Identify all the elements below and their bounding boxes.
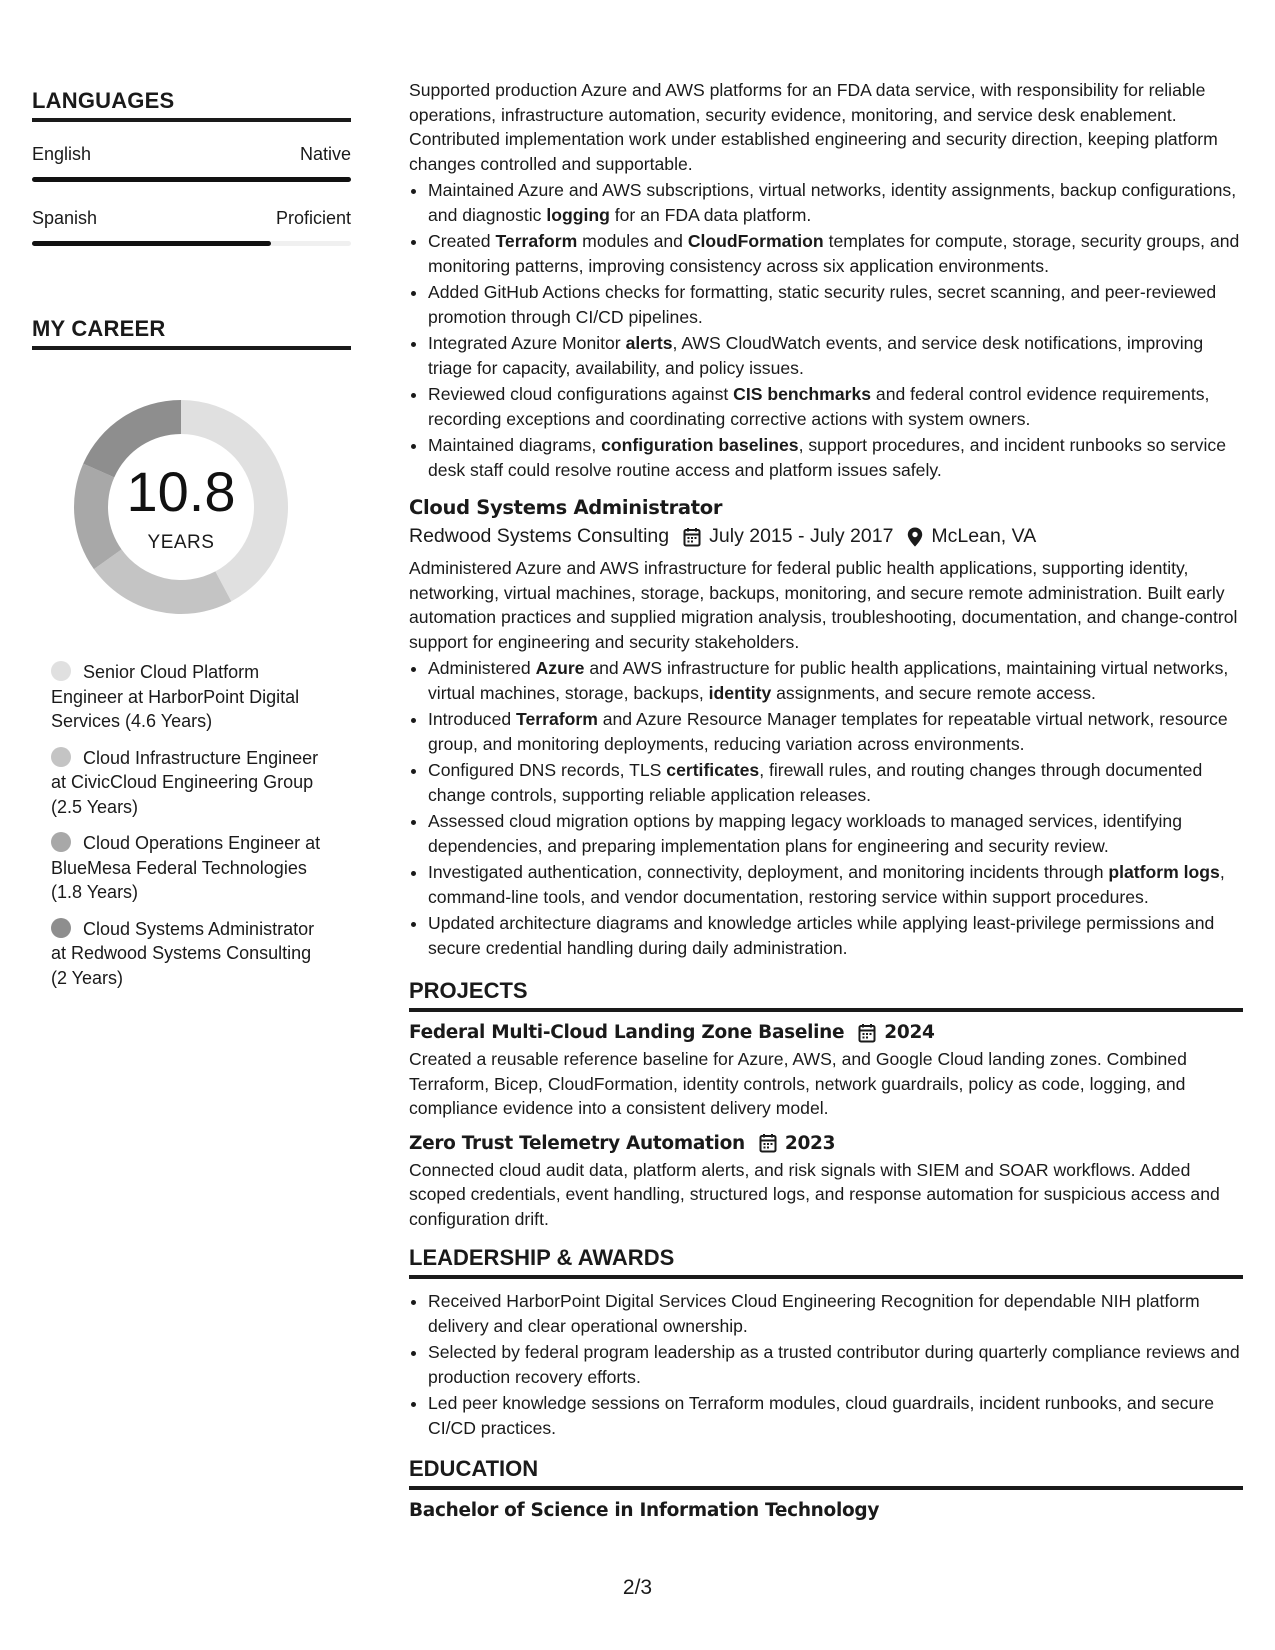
job2-dates: July 2015 - July 2017	[709, 525, 894, 547]
bullet-text: Reviewed cloud configurations against	[428, 384, 734, 404]
education-degree: Bachelor of Science in Information Technology	[409, 1500, 880, 1521]
job2-company: Redwood Systems Consulting	[409, 525, 670, 547]
language-spanish	[32, 208, 351, 246]
calendar-icon	[683, 527, 701, 547]
bullet-item	[428, 911, 1243, 960]
bullet-text: and AWS infrastructure for public health applications, maintaining virtual networks, virtual machines, storage, backups,	[428, 658, 1229, 703]
bullet-text: Updated architecture diagrams and knowledge articles while applying least-privilege permissions and secure credential handling during daily administration.	[428, 913, 1215, 958]
bullet-text: , support procedures, and incident runbooks so service desk staff could resolve routine access and platform issues safely.	[428, 435, 1226, 480]
project-description: Created a reusable reference baseline for Azure, AWS, and Google Cloud landing zones. Combined Terraform, Bicep, CloudFormation, identity controls, network guardrails, policy as code, logging, and compliance evidence into a consistent delivery model.	[409, 1049, 1187, 1118]
bullet-keyword: identity	[708, 682, 772, 703]
leadership-list	[409, 1289, 1243, 1440]
legend-text: Senior Cloud Platform Engineer at HarborPoint Digital Services (4.6 Years)	[51, 662, 300, 731]
bullet-item	[428, 331, 1243, 380]
career-legend-item	[51, 917, 331, 991]
legend-dot	[51, 747, 71, 767]
language-proficiency-fill	[32, 241, 271, 246]
bullet-keyword: Azure	[535, 658, 585, 678]
leadership-item: • Selected by federal program leadership as a trusted contributor during quarterly compliance reviews and production recovery efforts.	[428, 1340, 1243, 1389]
bullet-text: Investigated authentication, connectivity, deployment, and monitoring incidents through	[428, 862, 1109, 882]
bullet-item	[428, 656, 1243, 705]
bullet-item	[428, 178, 1243, 227]
job2-summary: Administered Azure and AWS infrastructure for federal public health applications, supporting identity, networking, virtual machines, storage, backups, monitoring, and secure remote administration. Built early automation practices and supplied migration analysis, troubleshooting, documentation, and change-control support for engineering and security stakeholders.	[409, 558, 1238, 652]
job2-meta	[409, 525, 1243, 548]
bullet-text: Added GitHub Actions checks for formatting, static security rules, secret scanning, and peer-reviewed promotion through CI/CD pipelines.	[428, 282, 1217, 327]
bullet-keyword: Terraform	[495, 231, 578, 251]
career-heading: MY CAREER	[32, 316, 351, 350]
bullet-text: Assessed cloud migration options by mapping legacy workloads to managed services, identifying dependencies, and preparing implementation plans for engineering and security review.	[428, 811, 1183, 856]
bullet-text: , command-line tools, and vendor documentation, restoring service within support procedures.	[428, 862, 1225, 907]
bullet-keyword: certificates	[666, 760, 760, 780]
career-legend-item	[51, 660, 331, 734]
language-level: Proficient	[275, 208, 351, 228]
left-column	[32, 88, 351, 1002]
bullet-text: for an FDA data platform.	[609, 204, 812, 225]
leadership-heading: LEADERSHIP & AWARDS	[409, 1245, 1243, 1279]
bullet-text: Introduced	[428, 709, 517, 729]
career-total-years: 10.8	[126, 460, 236, 523]
career-legend	[51, 660, 331, 990]
legend-text: Cloud Systems Administrator at Redwood Systems Consulting (2 Years)	[51, 918, 315, 988]
bullet-keyword: configuration baselines	[601, 435, 799, 455]
bullet-text: and federal control evidence requirements, recording exceptions and coordinating corrective actions with system owners.	[428, 384, 1210, 429]
bullet-item	[428, 229, 1243, 278]
bullet-text: Created	[428, 231, 496, 251]
bullet-item	[428, 860, 1243, 909]
language-proficiency-fill	[32, 177, 351, 182]
job1-summary: Supported production Azure and AWS platforms for an FDA data service, with responsibility for reliable operations, infrastructure automation, security evidence, monitoring, and service desk enablement. Contributed implementation work under established engineering and security direction, keeping platform changes controlled and supportable.	[409, 80, 1218, 174]
bullet-item	[428, 280, 1243, 329]
language-name: English	[32, 144, 92, 164]
job2-bullets	[409, 656, 1243, 960]
bullet-keyword: Terraform	[516, 709, 598, 729]
career-legend-item	[51, 831, 331, 905]
bullet-text: assignments, and secure remote access.	[771, 682, 1096, 703]
bullet-text: Integrated Azure Monitor	[428, 333, 626, 353]
leadership-item: • Received HarborPoint Digital Services Cloud Engineering Recognition for dependable NIH platform delivery and clear operational ownership.	[428, 1289, 1243, 1338]
job2-title: Cloud Systems Administrator	[409, 496, 723, 519]
legend-text: Cloud Operations Engineer at BlueMesa Federal Technologies (1.8 Years)	[51, 833, 321, 902]
language-proficiency-bar	[32, 177, 351, 182]
languages-heading: LANGUAGES	[32, 88, 351, 122]
project-description: Connected cloud audit data, platform alerts, and risk signals with SIEM and SOAR workflows. Added scoped credentials, event handling, structured logs, and response automation for suspicious access and configuration drift.	[409, 1159, 1220, 1229]
bullet-item	[428, 758, 1243, 807]
bullet-text: Maintained diagrams,	[428, 435, 602, 455]
career-total-unit: YEARS	[147, 532, 215, 553]
right-column	[409, 78, 1243, 1521]
bullet-keyword: CloudFormation	[687, 231, 824, 251]
calendar-icon	[759, 1133, 777, 1153]
bullet-keyword: platform logs	[1108, 862, 1220, 882]
career-legend-item	[51, 746, 331, 820]
project-name: Zero Trust Telemetry Automation	[409, 1132, 745, 1154]
bullet-item	[428, 433, 1243, 482]
legend-text: Cloud Infrastructure Engineer at CivicCloud Engineering Group (2.5 Years)	[51, 747, 319, 817]
bullet-text: Maintained Azure and AWS subscriptions, virtual networks, identity assignments, backup configurations, and diagnostic	[428, 180, 1237, 225]
project-item	[409, 1022, 1243, 1121]
leadership-item: • Led peer knowledge sessions on Terraform modules, cloud guardrails, incident runbooks, and secure CI/CD practices.	[428, 1391, 1243, 1440]
bullet-text: and Azure Resource Manager templates for repeatable virtual network, resource group, and monitoring deployments, reducing variation across environments.	[428, 709, 1228, 754]
page-number: 2/3	[622, 1576, 653, 1599]
bullet-text: , AWS CloudWatch events, and service desk notifications, improving triage for capacity, availability, and policy issues.	[428, 333, 1204, 378]
education-heading: EDUCATION	[409, 1456, 1243, 1490]
job1-bullets	[409, 178, 1243, 482]
project-name: Federal Multi-Cloud Landing Zone Baseline	[409, 1022, 845, 1043]
bullet-text: modules and	[577, 231, 688, 251]
project-year: 2023	[784, 1132, 836, 1154]
job2-location: McLean, VA	[931, 525, 1037, 547]
calendar-icon	[858, 1023, 876, 1043]
bullet-keyword: CIS benchmarks	[733, 384, 872, 404]
bullet-text: , firewall rules, and routing changes through documented change controls, supporting reliable application releases.	[428, 760, 1203, 805]
bullet-keyword: logging	[546, 204, 610, 225]
language-proficiency-bar	[32, 241, 351, 246]
location-pin-icon	[907, 527, 923, 547]
legend-dot	[51, 832, 71, 852]
bullet-text: Configured DNS records, TLS	[428, 760, 667, 780]
bullet-item	[428, 382, 1243, 431]
career-donut-chart	[66, 392, 296, 622]
language-english	[32, 144, 351, 182]
bullet-text: Administered	[428, 658, 536, 678]
bullet-keyword: alerts	[625, 333, 673, 353]
legend-dot	[51, 918, 71, 938]
bullet-text: templates for compute, storage, security groups, and monitoring patterns, improving consistency across six application environments.	[428, 231, 1240, 276]
bullet-item	[428, 707, 1243, 756]
language-name: Spanish	[32, 208, 98, 228]
project-year: 2024	[884, 1022, 935, 1043]
legend-dot	[51, 661, 71, 681]
language-level: Native	[299, 144, 351, 164]
donut-slice	[94, 549, 231, 614]
bullet-item	[428, 809, 1243, 858]
projects-heading: PROJECTS	[409, 978, 1243, 1012]
project-item	[409, 1133, 1243, 1232]
